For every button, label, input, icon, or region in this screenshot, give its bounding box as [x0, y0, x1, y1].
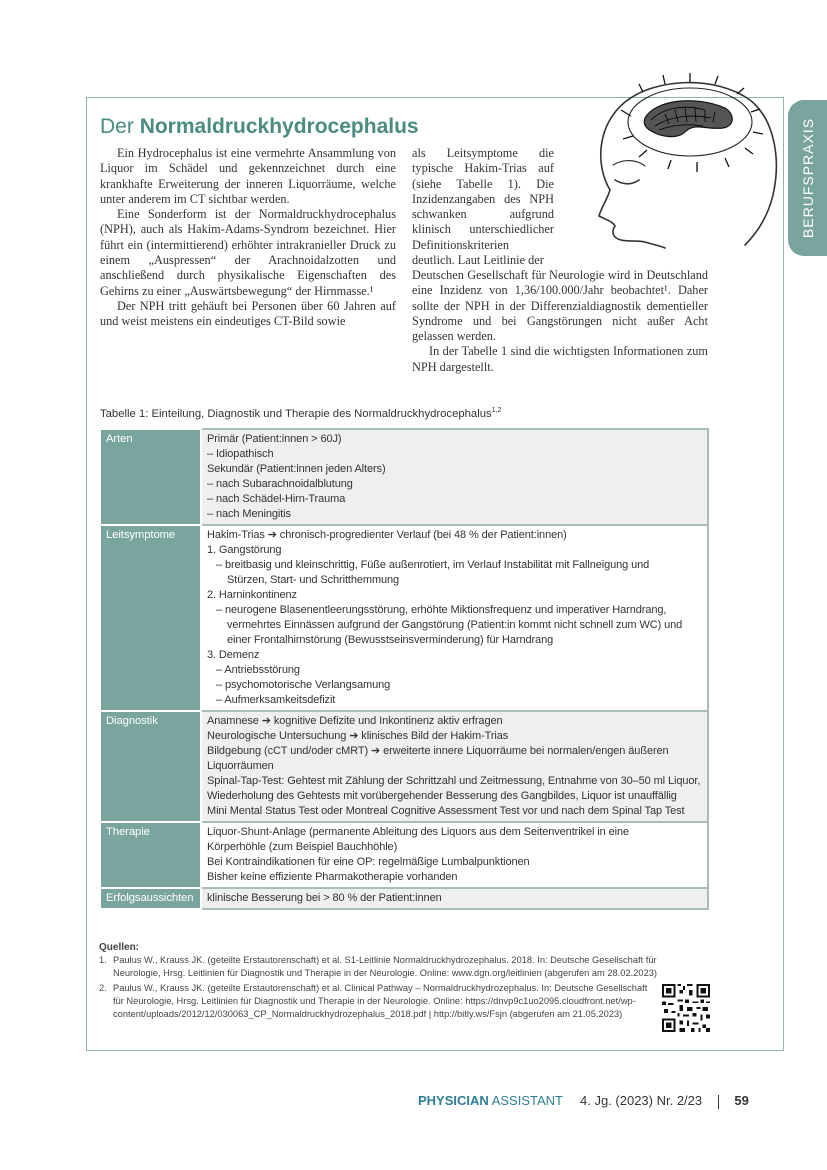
- head-brain-illustration: [585, 70, 785, 250]
- title-light: Der: [100, 115, 140, 138]
- table-row: [100, 525, 708, 711]
- row-label: Arten: [100, 429, 201, 525]
- line: einer Frontalhirnstörung (Bewusstseinsverminderung) für Harndrang: [227, 634, 554, 646]
- line: Sekundär (Patient:innen jeden Alters): [207, 463, 386, 475]
- body-column-2-bottom: [412, 268, 708, 375]
- line: – nach Schädel-Hirn-Trauma: [207, 493, 346, 505]
- body-column-1: [100, 146, 396, 330]
- info-table: [99, 428, 709, 910]
- line: – nach Subarachnoidalblutung: [207, 478, 353, 490]
- page-footer: [418, 1093, 749, 1109]
- paragraph: Deutschen Gesellschaft für Neurologie wird in Deutschland eine Inzidenz von 1,36/100.000/Jahr beobachtet¹. Daher sollte der NPH in der Differenzialdiagnostik dementieller Syndrome und bei Gangstörungen nicht außer Acht gelassen werden.: [412, 268, 708, 344]
- table-row: [100, 888, 708, 909]
- line: Wiederholung des Gehtests mit vorübergehender Besserung des Gangbildes, Liquor ist unauffällig: [207, 790, 677, 802]
- line: – psychomotorische Verlangsamung: [216, 679, 391, 691]
- row-content: [201, 888, 708, 909]
- row-content: [201, 711, 708, 822]
- line: Hakim-Trias ➔ chronisch-progredienter Verlauf (bei 48 % der Patient:innen): [207, 529, 567, 541]
- section-tab: [788, 100, 827, 256]
- row-label: Therapie: [100, 822, 201, 888]
- reference-number: 2.: [99, 983, 107, 993]
- table-caption-text: Tabelle 1: Einteilung, Diagnostik und Therapie des Normaldruckhydrocephalus: [100, 407, 492, 420]
- row-label: Leitsymptome: [100, 525, 201, 711]
- line: Neurologische Untersuchung ➔ klinisches Bild der Hakim-Trias: [207, 730, 509, 742]
- line: 1. Gangstörung: [207, 544, 282, 556]
- row-content: [201, 822, 708, 888]
- references-heading: Quellen:: [99, 942, 140, 953]
- line: Primär (Patient:innen > 60J): [207, 433, 342, 445]
- row-content: [201, 525, 708, 711]
- line: Mini Mental Status Test oder Montreal Cognitive Assessment Test vor und nach dem Spinal Tap Test: [207, 805, 685, 817]
- line: Stürzen, Start- und Schritthemmung: [227, 574, 400, 586]
- footer-divider: [718, 1095, 719, 1109]
- paragraph: Ein Hydrocephalus ist eine vermehrte Ansammlung von Liquor im Schädel und gekennzeichnet durch eine krankhafte Erweiterung der inneren Liquorräume, welche unter anderem im CT sichtbar werden.: [100, 146, 396, 206]
- title-bold: Normaldruckhydrocephalus: [139, 115, 419, 138]
- page-number: 59: [734, 1093, 749, 1108]
- reference-item: [99, 954, 659, 980]
- line: Körperhöhle (zum Beispiel Bauchhöhle): [207, 841, 398, 853]
- section-tab-label: BERUFSPRAXIS: [799, 117, 816, 239]
- paragraph: In der Tabelle 1 sind die wichtigsten Informationen zum NPH dargestellt.: [412, 344, 708, 374]
- line: klinische Besserung bei > 80 % der Patient:innen: [207, 892, 442, 904]
- issue-info: 4. Jg. (2023) Nr. 2/23: [580, 1093, 703, 1108]
- line: Bisher keine effiziente Pharmakotherapie vorhanden: [207, 871, 458, 883]
- line: Bei Kontraindikationen für eine OP: regelmäßige Lumbalpunktionen: [207, 856, 530, 868]
- table-row: [100, 822, 708, 888]
- table-row: [100, 711, 708, 822]
- brand-name-light: ASSISTANT: [491, 1093, 563, 1108]
- line: Liquor-Shunt-Anlage (permanente Ableitung des Liquors aus dem Seitenventrikel in eine: [207, 826, 629, 838]
- line: Anamnese ➔ kognitive Defizite und Inkontinenz aktiv erfragen: [207, 715, 503, 727]
- line: – Idiopathisch: [207, 448, 274, 460]
- reference-number: 1.: [99, 955, 107, 965]
- article-title: [100, 115, 419, 139]
- line: – breitbasig und kleinschrittig, Füße außenrotiert, im Verlauf Instabilität mit Fallneigung und: [216, 559, 650, 571]
- body-column-2-top: [412, 146, 554, 268]
- line: vermehrtes Einnässen aufgrund der Gangstörung (Patient:in kommt nicht schnell zum WC) und: [227, 619, 683, 631]
- line: – neurogene Blasenentleerungsstörung, erhöhte Miktionsfrequenz und imperativer Harndrang,: [216, 604, 667, 616]
- line: – nach Meningitis: [207, 508, 291, 520]
- references-list: [99, 954, 659, 1021]
- references: [99, 941, 659, 1023]
- paragraph: Eine Sonderform ist der Normaldruckhydrocephalus (NPH), auch als Hakim-Adams-Syndrom bezeichnet. Hier führt ein (intermittierend) erhöhter intrakranieller Druck zu einem „Auspressen“ der Arachnoidalzotten und anschließend durch physikalische Eigenschaften des Gehirns zu einer „Auswärtsbewegung“ der Hirnmasse.¹: [100, 207, 396, 298]
- line: – Aufmerksamkeitsdefizit: [216, 694, 336, 706]
- table-caption-refs: 1,2: [491, 407, 502, 414]
- row-label: Diagnostik: [100, 711, 201, 822]
- table-caption: [100, 407, 501, 420]
- paragraph: Der NPH tritt gehäuft bei Personen über 60 Jahren auf und weist meistens ein eindeutiges CT-Bild sowie: [100, 298, 396, 329]
- qr-code-icon[interactable]: [662, 984, 710, 1032]
- line: Bildgebung (cCT und/oder cMRT) ➔ erweiterte innere Liquorräume bei normalen/engen äußeren: [207, 745, 669, 757]
- reference-text: Paulus W., Krauss JK. (geteilte Erstautorenschaft) et al. Clinical Pathway – Normaldruckhydrozephalus. In: Deutsche Gesellschaft für Neurologie, Hrsg. Leitlinien für Diagnostik und Therapie in der Neurologie. Online: https://dnvp9c1uo2095.cloudfront.net/wp-content/uploads/2012/12/030063_CP_Normaldruckhydrozephalus_2018.pdf | http://bitly.ws/Fsjn (abgerufen am 21.05.2023): [113, 983, 648, 1019]
- row-label: Erfolgsaussichten: [100, 888, 201, 909]
- line: 3. Demenz: [207, 649, 260, 661]
- row-content: [201, 429, 708, 525]
- line: Liquorräumen: [207, 760, 274, 772]
- reference-text: Paulus W., Krauss JK. (geteilte Erstautorenschaft) et al. S1-Leitlinie Normaldruckhydrozephalus. 2018. In: Deutsche Gesellschaft für Neurologie, Hrsg. Leitlinien für Diagnostik und Therapie in der Neurologie. Online: www.dgn.org/leitlinien (abgerufen am 28.02.2023): [113, 955, 658, 978]
- line: – Antriebsstörung: [216, 664, 300, 676]
- brand-name-bold: PHYSICIAN: [418, 1093, 489, 1108]
- paragraph: als Leitsymptome die typische Hakim-Trias auf (siehe Tabelle 1). Die Inzidenzangaben des NPH schwanken aufgrund klinisch unterschiedlicher Definitionskriterien deutlich. Laut Leitlinie der: [412, 146, 554, 268]
- table-row: [100, 429, 708, 525]
- line: Spinal-Tap-Test: Gehtest mit Zählung der Schrittzahl und Zeitmessung, Entnahme von 30–50 ml Liquor,: [207, 775, 701, 787]
- reference-item: [99, 982, 659, 1021]
- line: 2. Harninkontinenz: [207, 589, 297, 601]
